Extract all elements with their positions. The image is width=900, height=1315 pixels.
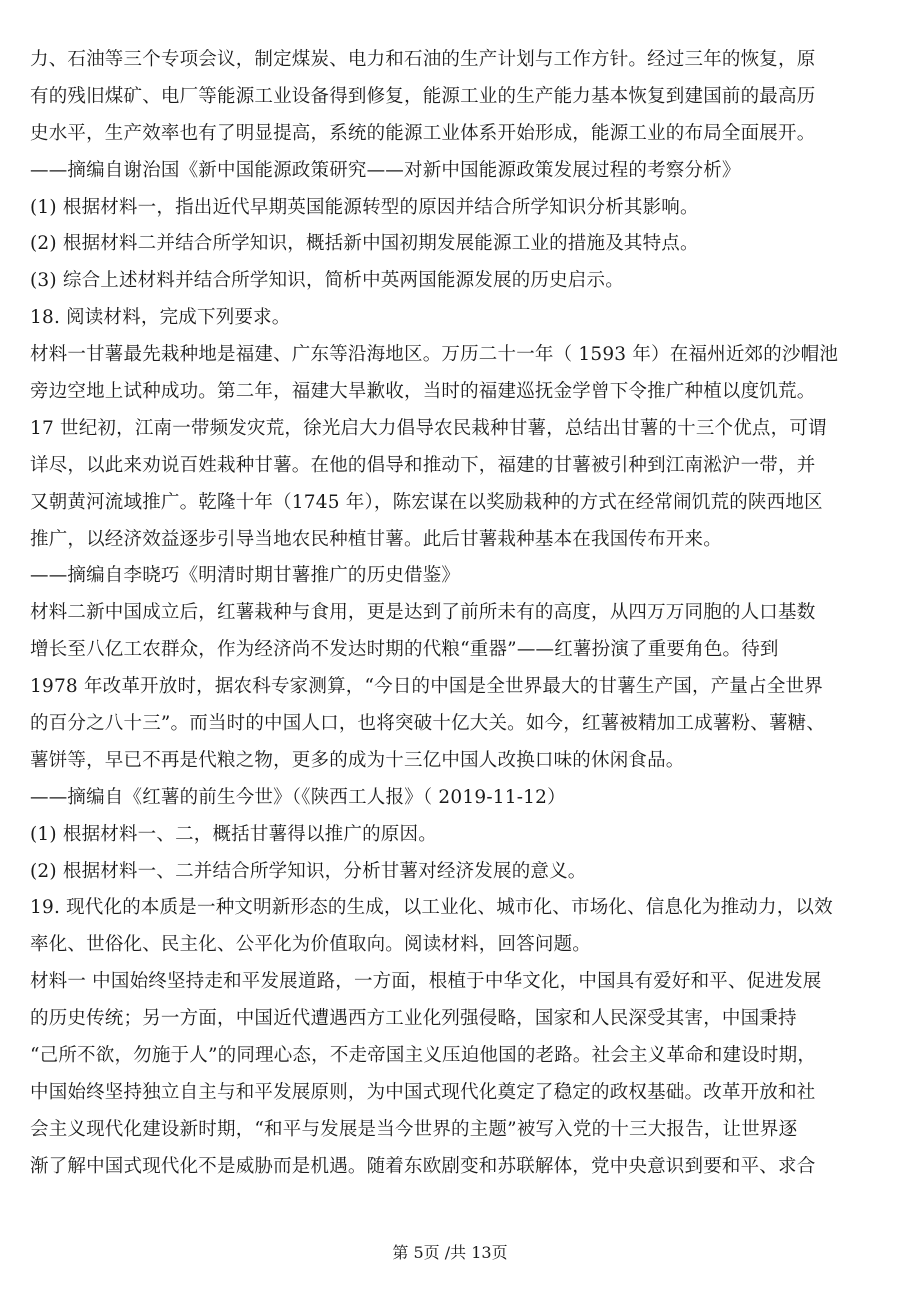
question-item: (2) 根据材料一、二并结合所学知识，分析甘薯对经济发展的意义。 xyxy=(30,860,587,882)
text-line: 材料二新中国成立后，红薯栽种与食用，更是达到了前所未有的高度，从四万万同胞的人口基数 xyxy=(30,602,816,624)
question-item: (2) 根据材料二并结合所学知识，概括新中国初期发展能源工业的措施及其特点。 xyxy=(30,233,699,255)
text-line: 的百分之八十三”。而当时的中国人口，也将突破十亿大关。如今，红薯被精加工成薯粉、薯糖、 xyxy=(30,713,826,735)
page-number: 第 5页 /共 13页 xyxy=(392,1243,508,1262)
question-heading: 19. 现代化的本质是一种文明新形态的生成，以工业化、城市化、市场化、信息化为推动力，以效 xyxy=(30,897,833,919)
text-line: 17 世纪初，江南一带频发灾荒，徐光启大力倡导农民栽种甘薯，总结出甘薯的十三个优点，可谓 xyxy=(30,417,827,439)
text-line: 1978 年改革开放时，据农科专家测算，“今日的中国是全世界最大的甘薯生产国，产量占全世界 xyxy=(30,676,823,698)
text-line: 材料一甘薯最先栽种地是福建、广东等沿海地区。万历二十一年（ 1593 年）在福州近郊的沙帽池 xyxy=(30,344,839,366)
text-line: 有的残旧煤矿、电厂等能源工业设备得到修复，能源工业的生产能力基本恢复到建国前的最高历 xyxy=(30,85,816,107)
text-line: 详尽，以此来劝说百姓栽种甘薯。在他的倡导和推动下，福建的甘薯被引种到江南淞沪一带，并 xyxy=(30,454,816,476)
text-line: 力、石油等三个专项会议，制定煤炭、电力和石油的生产计划与工作方针。经过三年的恢复，原 xyxy=(30,49,816,70)
text-line: 薯饼等，早已不再是代粮之物，更多的成为十三亿中国人改换口味的休闲食品。 xyxy=(30,749,685,771)
question-item: (1) 根据材料一，指出近代早期英国能源转型的原因并结合所学知识分析其影响。 xyxy=(30,196,699,218)
question-item: (1) 根据材料一、二，概括甘薯得以推广的原因。 xyxy=(30,823,437,845)
text-line: 的历史传统；另一方面，中国近代遭遇西方工业化列强侵略，国家和人民深受其害，中国秉持 xyxy=(30,1008,797,1030)
text-line: 会主义现代化建设新时期，“和平与发展是当今世界的主题”被写入党的十三大报告，让世界逐 xyxy=(30,1118,798,1140)
citation-line: ——摘编自谢治国《新中国能源政策研究——对新中国能源政策发展过程的考察分析》 xyxy=(30,159,741,181)
text-line: 率化、世俗化、民主化、公平化为价值取向。阅读材料，回答问题。 xyxy=(30,934,592,956)
text-line: “己所不欲，勿施于人”的同理心态，不走帝国主义压迫他国的老路。社会主义革命和建设时期， xyxy=(30,1045,817,1067)
citation-line: ——摘编自李晓巧《明清时期甘薯推广的历史借鉴》 xyxy=(30,565,461,587)
text-line: 增长至八亿工农群众，作为经济尚不发达时期的代粮“重器”——红薯扮演了重要角色。待到 xyxy=(30,639,779,661)
question-heading: 18. 阅读材料，完成下列要求。 xyxy=(30,307,291,329)
text-line: 材料一 中国始终坚持走和平发展道路，一方面，根植于中华文化，中国具有爱好和平、促进发展 xyxy=(30,971,822,993)
text-line: 渐了解中国式现代化不是威胁而是机遇。随着东欧剧变和苏联解体，党中央意识到要和平、求合 xyxy=(30,1155,816,1177)
text-line: 中国始终坚持独立自主与和平发展原则，为中国式现代化奠定了稳定的政权基础。改革开放和社 xyxy=(30,1081,816,1103)
text-line: 旁边空地上试种成功。第二年，福建大旱歉收，当时的福建巡抚金学曾下令推广种植以度饥荒。 xyxy=(30,381,816,403)
question-item: (3) 综合上述材料并结合所学知识，简析中英两国能源发展的历史启示。 xyxy=(30,270,624,292)
text-line: 又朝黄河流域推广。乾隆十年（1745 年），陈宏谋在以奖励栽种的方式在经常闹饥荒的陕西地区 xyxy=(30,491,823,513)
document-body xyxy=(30,42,872,1186)
citation-line: ——摘编自《红薯的前生今世》（《陕西工人报》（ 2019-11-12） xyxy=(30,786,566,808)
text-line: 推广，以经济效益逐步引导当地农民种植甘薯。此后甘薯栽种基本在我国传布开来。 xyxy=(30,528,722,550)
text-line: 史水平，生产效率也有了明显提高，系统的能源工业体系开始形成，能源工业的布局全面展开。 xyxy=(30,122,816,144)
